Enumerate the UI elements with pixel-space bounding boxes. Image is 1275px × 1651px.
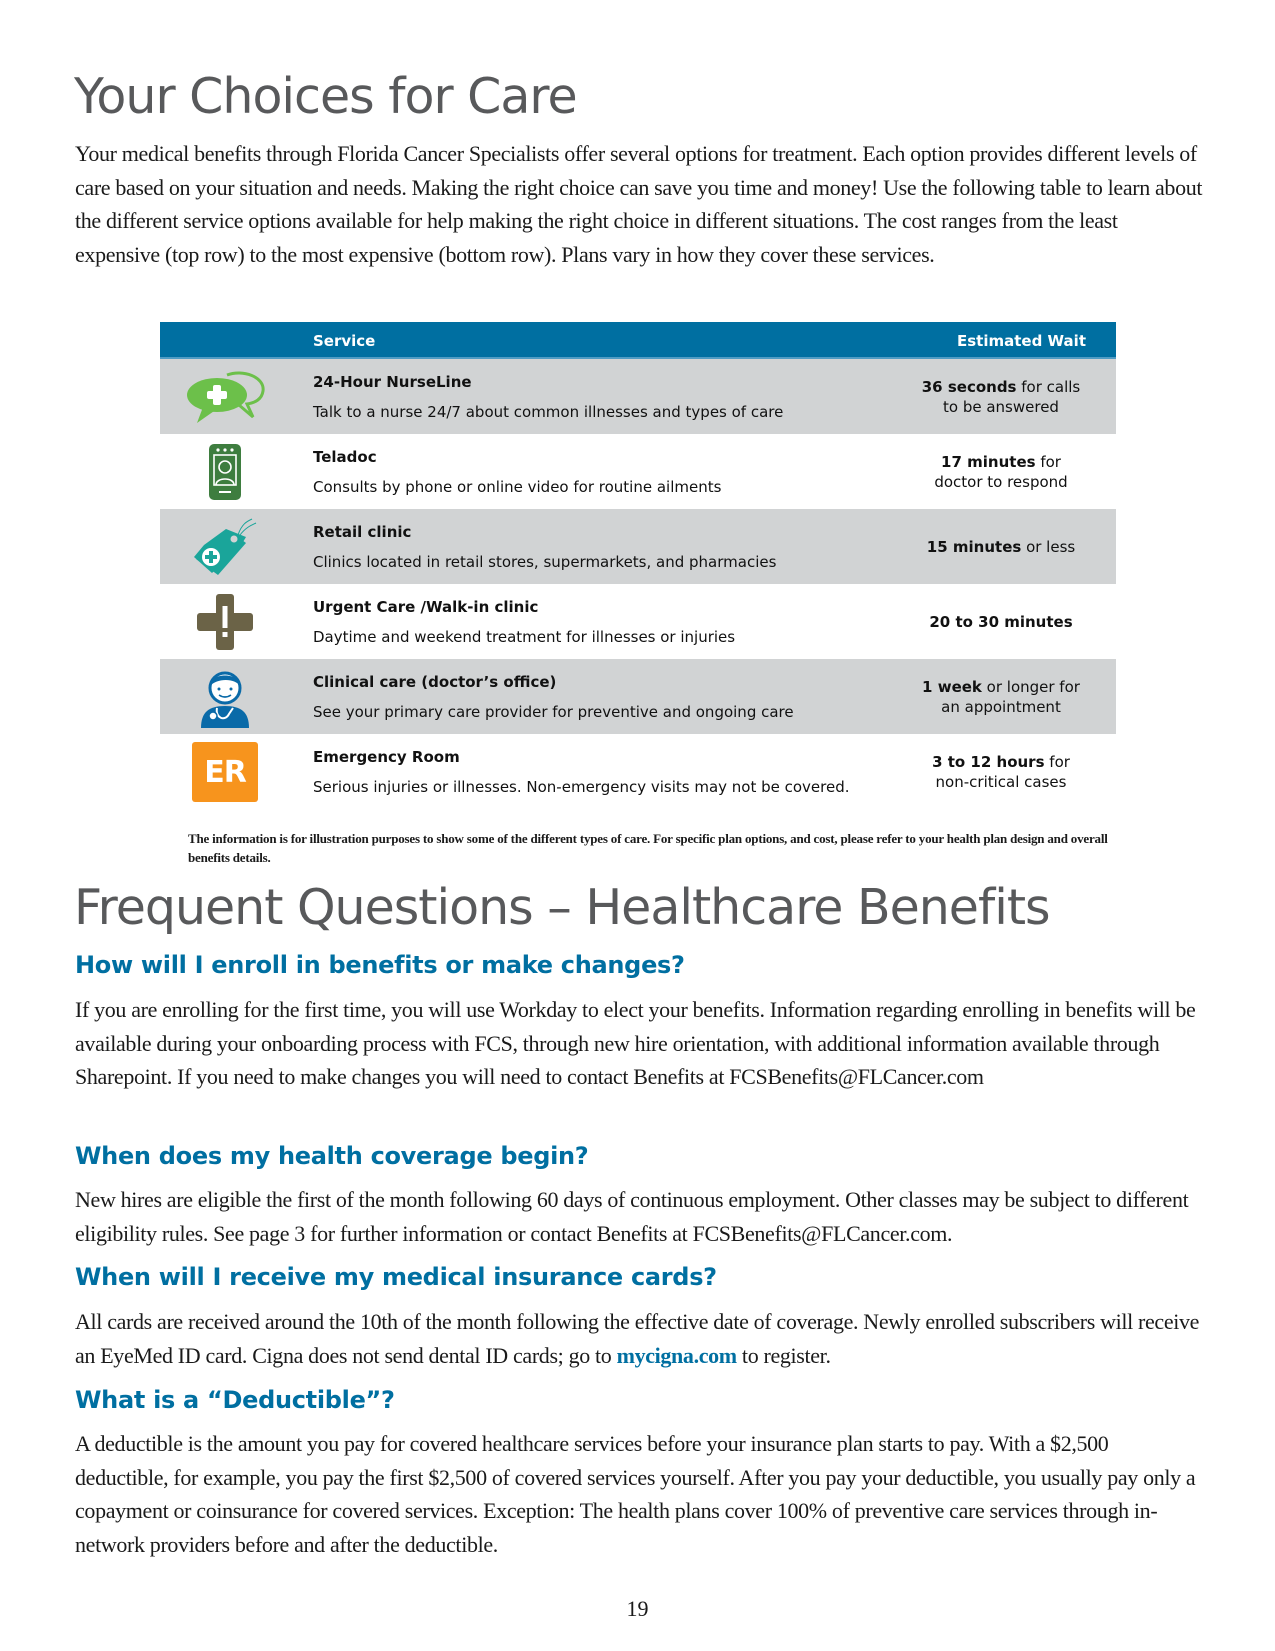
wait-suffix: or less [1021,538,1076,556]
wait-value: 3 to 12 hours [932,753,1045,771]
faq-question: When does my health coverage begin? [75,1142,589,1170]
service-description: Talk to a nurse 24/7 about common illnesses and types of care [313,403,784,421]
answer-text: to register. [736,1342,831,1368]
faq-answer [75,1305,1205,1372]
wait-suffix: for [1044,753,1070,771]
service-description: Consults by phone or online video for routine ailments [313,478,722,496]
estimated-wait [886,677,1116,717]
faq-question: How will I enroll in benefits or make changes? [75,951,685,979]
service-name: 24-Hour NurseLine [313,373,472,391]
table-row [160,509,1116,584]
service-name: Urgent Care /Walk-in clinic [313,598,539,616]
wait-line2: non-critical cases [935,773,1067,791]
doctor-stethoscope-icon [180,667,270,727]
faq-answer: If you are enrolling for the first time, you will use Workday to elect your benefits. Information regarding enrolling in benefits will be available during your onboarding process with FCS, through new hire orientation, with additional information available through Sharepoint. If you need to make changes you will need to contact Benefits at FCSBenefits@FLCancer.com [75,997,1196,1089]
service-description: Clinics located in retail stores, supermarkets, and pharmacies [313,553,777,571]
wait-value: 15 minutes [926,538,1022,556]
wait-line2: an appointment [941,698,1061,716]
table-row [160,659,1116,734]
chat-bubbles-plus-icon [180,367,270,427]
estimated-wait [886,452,1116,492]
header-service: Service [313,332,376,350]
page-title: Your Choices for Care [74,68,577,125]
intro-paragraph: Your medical benefits through Florida Cancer Specialists offer several options for treatment. Each option provides different levels of care based on your situation and needs. Making the right choice can save you time and money! Use the following table to learn about the different service options available for help making the right choice in different situations. The cost ranges from the least expensive (top row) to the most expensive (bottom row). Plans vary in how they cover these services. [75,141,1203,267]
wait-suffix: or longer for [981,678,1080,696]
wait-value: 17 minutes [941,453,1036,471]
wait-value: 20 to 30 minutes [929,613,1073,631]
table-row [160,434,1116,509]
service-name: Retail clinic [313,523,412,541]
wait-suffix: for calls [1016,378,1081,396]
estimated-wait [886,612,1116,632]
answer-text: All cards are received around the 10th of the month following the effective date of coverage. Newly enrolled subscribers will receive an EyeMed ID card. Cigna does not send dental ID cards; go to [75,1309,1200,1368]
wait-value: 1 week [922,678,982,696]
header-estimated-wait: Estimated Wait [957,332,1086,350]
faq-question: What is a “Deductible”? [75,1386,395,1414]
wait-suffix: for [1035,453,1061,471]
table-footnote: The information is for illustration purposes to show some of the different types of care. For specific plan options, and cost, please refer to your health plan design and overall benefits details. [188,831,1108,865]
er-icon [180,742,270,802]
urgent-cross-icon [180,592,270,652]
mycigna-link[interactable]: mycigna.com [616,1342,737,1368]
table-header [160,322,1116,359]
faq-answer: A deductible is the amount you pay for covered healthcare services before your insurance plan starts to pay. With a $2,500 deductible, for example, you pay the first $2,500 of covered services yourself. After you pay your deductible, you usually pay only a copayment or coinsurance for covered services. Exception: The health plans cover 100% of preventive care services through in-network providers before and after the deductible. [75,1431,1196,1557]
faq-question: When will I receive my medical insurance cards? [75,1263,717,1291]
service-name: Teladoc [313,448,377,466]
table-row [160,359,1116,434]
table-row [160,734,1116,809]
phone-doctor-icon [180,442,270,502]
table-row [160,584,1116,659]
er-icon-label: ER [192,742,258,802]
wait-value: 36 seconds [921,378,1017,396]
service-description: Serious injuries or illnesses. Non-emergency visits may not be covered. [313,778,850,796]
estimated-wait [886,752,1116,792]
service-description: Daytime and weekend treatment for illnesses or injuries [313,628,736,646]
service-name: Clinical care (doctor’s office) [313,673,557,691]
service-name: Emergency Room [313,748,460,766]
care-options-table [160,322,1116,809]
estimated-wait [886,537,1116,557]
page-number: 19 [626,1596,649,1621]
medical-tag-icon [180,517,270,577]
estimated-wait [886,377,1116,417]
service-description: See your primary care provider for preventive and ongoing care [313,703,794,721]
faq-answer: New hires are eligible the first of the month following 60 days of continuous employment. Other classes may be subject to different eligibility rules. See page 3 for further information or contact Benefits at FCSBenefits@FLCancer.com. [75,1187,1189,1246]
wait-line2: to be answered [943,398,1059,416]
wait-line2: doctor to respond [934,473,1068,491]
faq-section-title: Frequent Questions – Healthcare Benefits [74,879,1050,936]
